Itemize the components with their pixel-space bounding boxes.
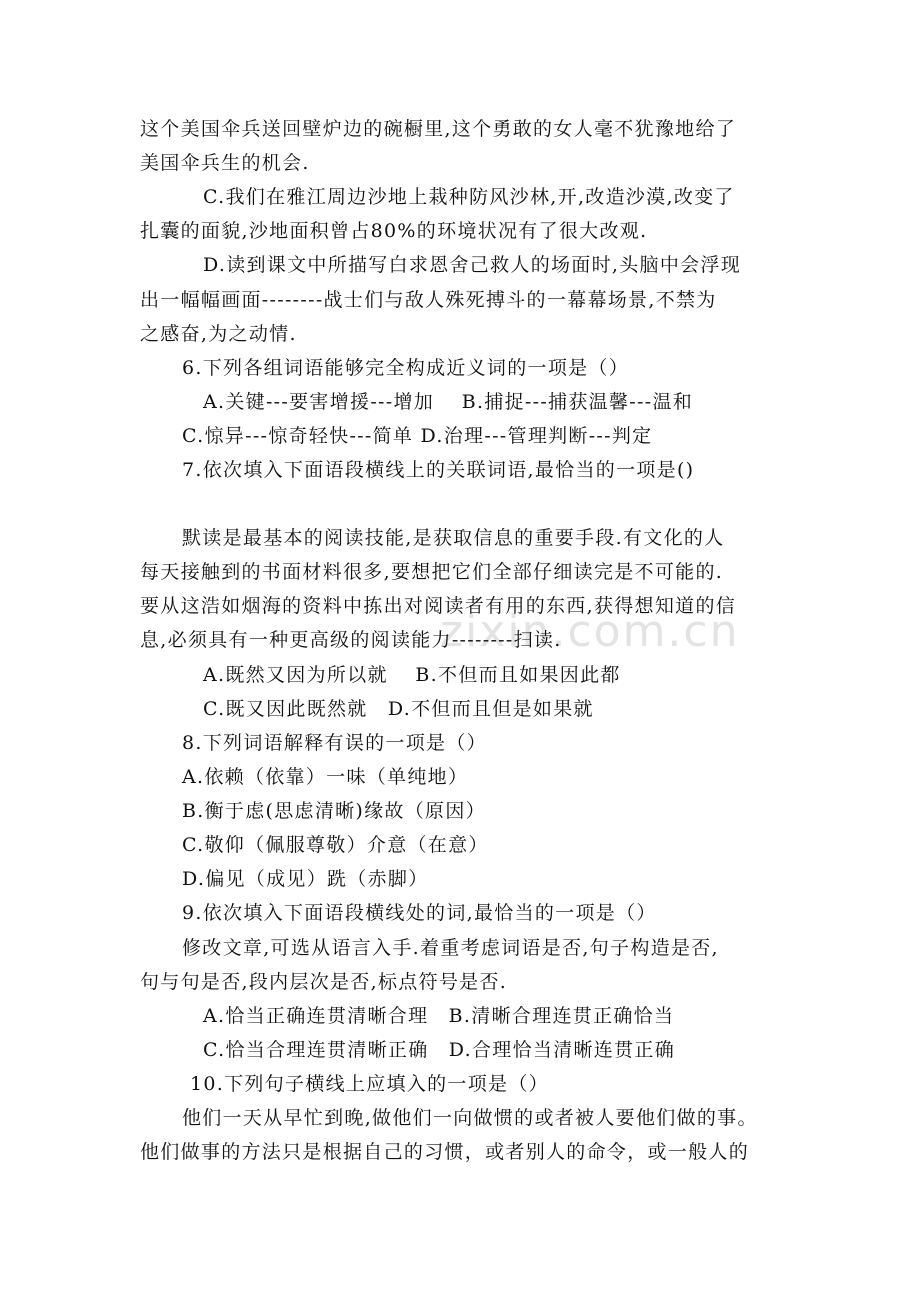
passage-line: 息,必须具有一种更高级的阅读能力--------扫读. [140,629,562,651]
question-10: 10.下列句子横线上应填入的一项是（） [190,1073,549,1095]
question-8-option-d: D.偏见（成见）跣（赤脚） [182,868,429,890]
question-6: 6.下列各组词语能够完全构成近义词的一项是（） [182,357,630,379]
text-line: 扎囊的面貌,沙地面积曾占80%的环境状况有了很大改观. [140,220,648,242]
question-6-options-cd: C.惊异---惊奇轻快---简单 D.治理---管理判断---判定 [182,425,653,447]
question-7: 7.依次填入下面语段横线上的关联词语,最恰当的一项是() [182,459,695,481]
question-6-options-ab: A.关键---要害增援---增加 B.捕捉---捕获温馨---温和 [203,391,694,413]
question-7-options-ab: A.既然又因为所以就 B.不但而且如果因此都 [203,664,621,686]
question-8-option-c: C.敬仰（佩服尊敬）介意（在意） [182,834,489,856]
passage-line: 他们一天从早忙到晚,做他们一向做惯的或者被人要他们做的事。 [182,1107,758,1129]
option-c-line: C.我们在雅江周边沙地上栽种防风沙林,开,改造沙漠,改变了 [203,186,735,208]
text-line: 出一幅幅画面--------战士们与敌人殊死搏斗的一幕幕场景,不禁为 [140,289,717,311]
passage-line: 每天接触到的书面材料很多,要想把它们全部仔细读完是不可能的. [140,561,724,583]
question-8: 8.下列词语解释有误的一项是（） [182,732,487,754]
text-line: 这个美国伞兵送回壁炉边的碗橱里,这个勇敢的女人毫不犹豫地给了 [140,118,737,140]
question-9-options-cd: C.恰当合理连贯清晰正确 D.合理恰当清晰连贯正确 [203,1039,675,1061]
watermark: zixin.com.cn [440,606,740,657]
question-9-options-ab: A.恰当正确连贯清晰合理 B.清晰合理连贯正确恰当 [203,1005,675,1027]
question-7-options-cd: C.既又因此既然就 D.不但而且但是如果就 [203,698,594,720]
option-d-line: D.读到课文中所描写白求恩舍己救人的场面时,头脑中会浮现 [203,254,742,276]
passage-line: 修改文章,可选从语言入手.着重考虑词语是否,句子构造是否, [182,937,719,959]
passage-line: 要从这浩如烟海的资料中拣出对阅读者有用的东西,获得想知道的信 [140,595,737,617]
passage-line: 他们做事的方法只是根据自己的习惯，或者别人的命令，或一般人的 [140,1141,750,1163]
passage-line: 句与句是否,段内层次是否,标点符号是否. [140,971,508,993]
text-line: 美国伞兵生的机会. [140,152,310,174]
question-8-option-b: B.衡于虑(思虑清晰)缘故（原因） [182,800,486,822]
question-8-option-a: A.依赖（依靠）一味（单纯地） [182,766,469,788]
passage-line: 默读是最基本的阅读技能,是获取信息的重要手段.有文化的人 [182,527,725,549]
text-line: 之感奋,为之动情. [140,323,297,345]
question-9: 9.依次填入下面语段横线处的词,最恰当的一项是（） [182,902,657,924]
